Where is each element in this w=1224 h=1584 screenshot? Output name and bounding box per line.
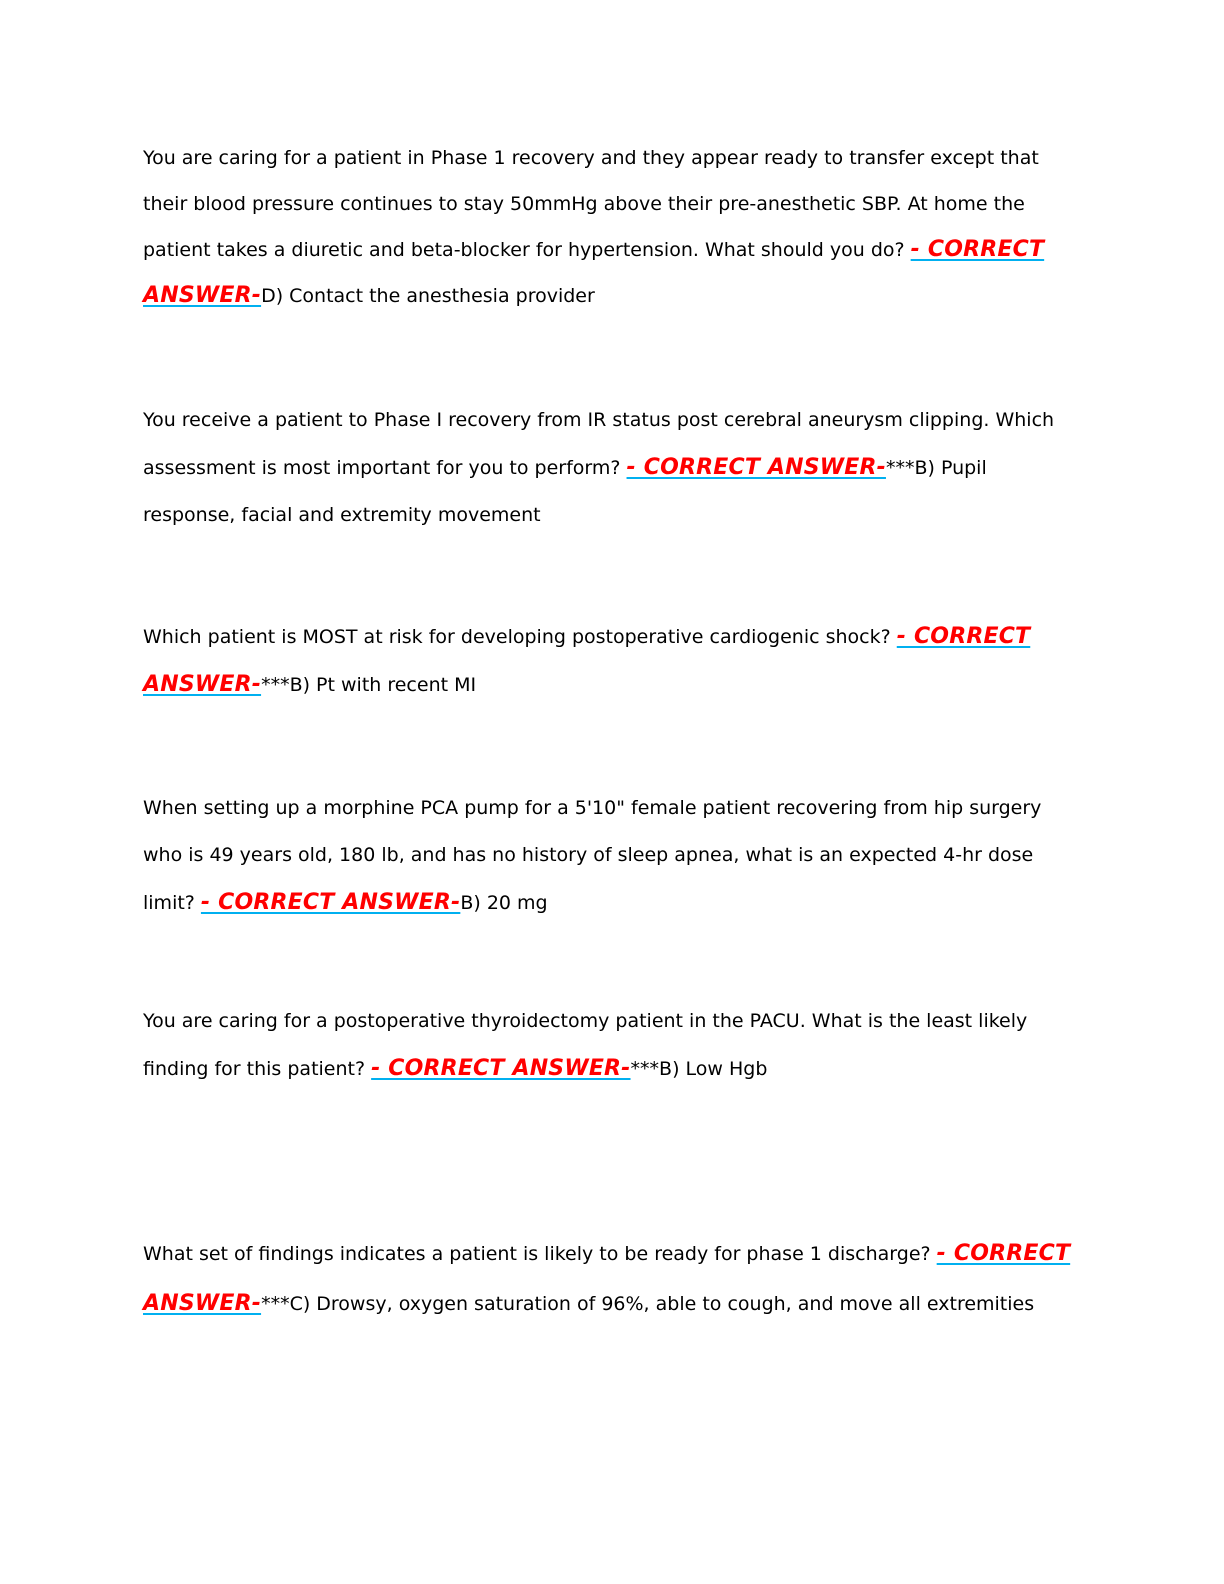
correct-answer-marker: - CORRECT ANSWER-	[200, 890, 461, 915]
correct-answer-marker: - CORRECT ANSWER-	[143, 1241, 1071, 1316]
qa-item	[143, 397, 1078, 539]
question-text: You receive a patient to Phase I recovery from IR status post cerebral aneurysm clipping. Which assessment is most important for you to perform?	[143, 409, 1055, 479]
qa-item	[143, 613, 1078, 709]
correct-answer-marker: - CORRECT ANSWER-	[626, 455, 886, 480]
answer-text: D) Contact the anesthesia provider	[261, 285, 595, 307]
answer-text: ***C) Drowsy, oxygen saturation of 96%, able to cough, and move all extremities	[261, 1293, 1035, 1315]
question-text: What set of findings indicates a patient is likely to be ready for phase 1 discharge?	[143, 1243, 937, 1265]
qa-item	[143, 1229, 1078, 1329]
correct-answer-marker: - CORRECT ANSWER-	[143, 624, 1031, 697]
correct-answer-marker: - CORRECT ANSWER-	[143, 237, 1045, 308]
question-text: You are caring for a patient in Phase 1 recovery and they appear ready to transfer except that their blood pressure continues to stay 50mmHg above their pre-anesthetic SBP. At home the patient takes a diuretic and beta-blocker for hypertension. What should you do?	[143, 147, 1039, 261]
answer-text: ***B) Pupil response, facial and extremity movement	[143, 457, 987, 526]
qa-item	[143, 135, 1078, 319]
qa-item	[143, 998, 1078, 1093]
correct-answer-marker: - CORRECT ANSWER-	[371, 1056, 631, 1081]
qa-item	[143, 785, 1078, 927]
question-text: You are caring for a postoperative thyroidectomy patient in the PACU. What is the least likely finding for this patient?	[143, 1010, 1028, 1080]
question-text: When setting up a morphine PCA pump for a 5'10" female patient recovering from hip surgery who is 49 years old, 180 lb, and has no history of sleep apnea, what is an expected 4-hr dose limit?	[143, 797, 1042, 914]
answer-text: B) 20 mg	[460, 892, 548, 914]
answer-text: ***B) Pt with recent MI	[261, 674, 477, 696]
answer-text: ***B) Low Hgb	[630, 1058, 768, 1080]
question-text: Which patient is MOST at risk for developing postoperative cardiogenic shock?	[143, 626, 897, 648]
